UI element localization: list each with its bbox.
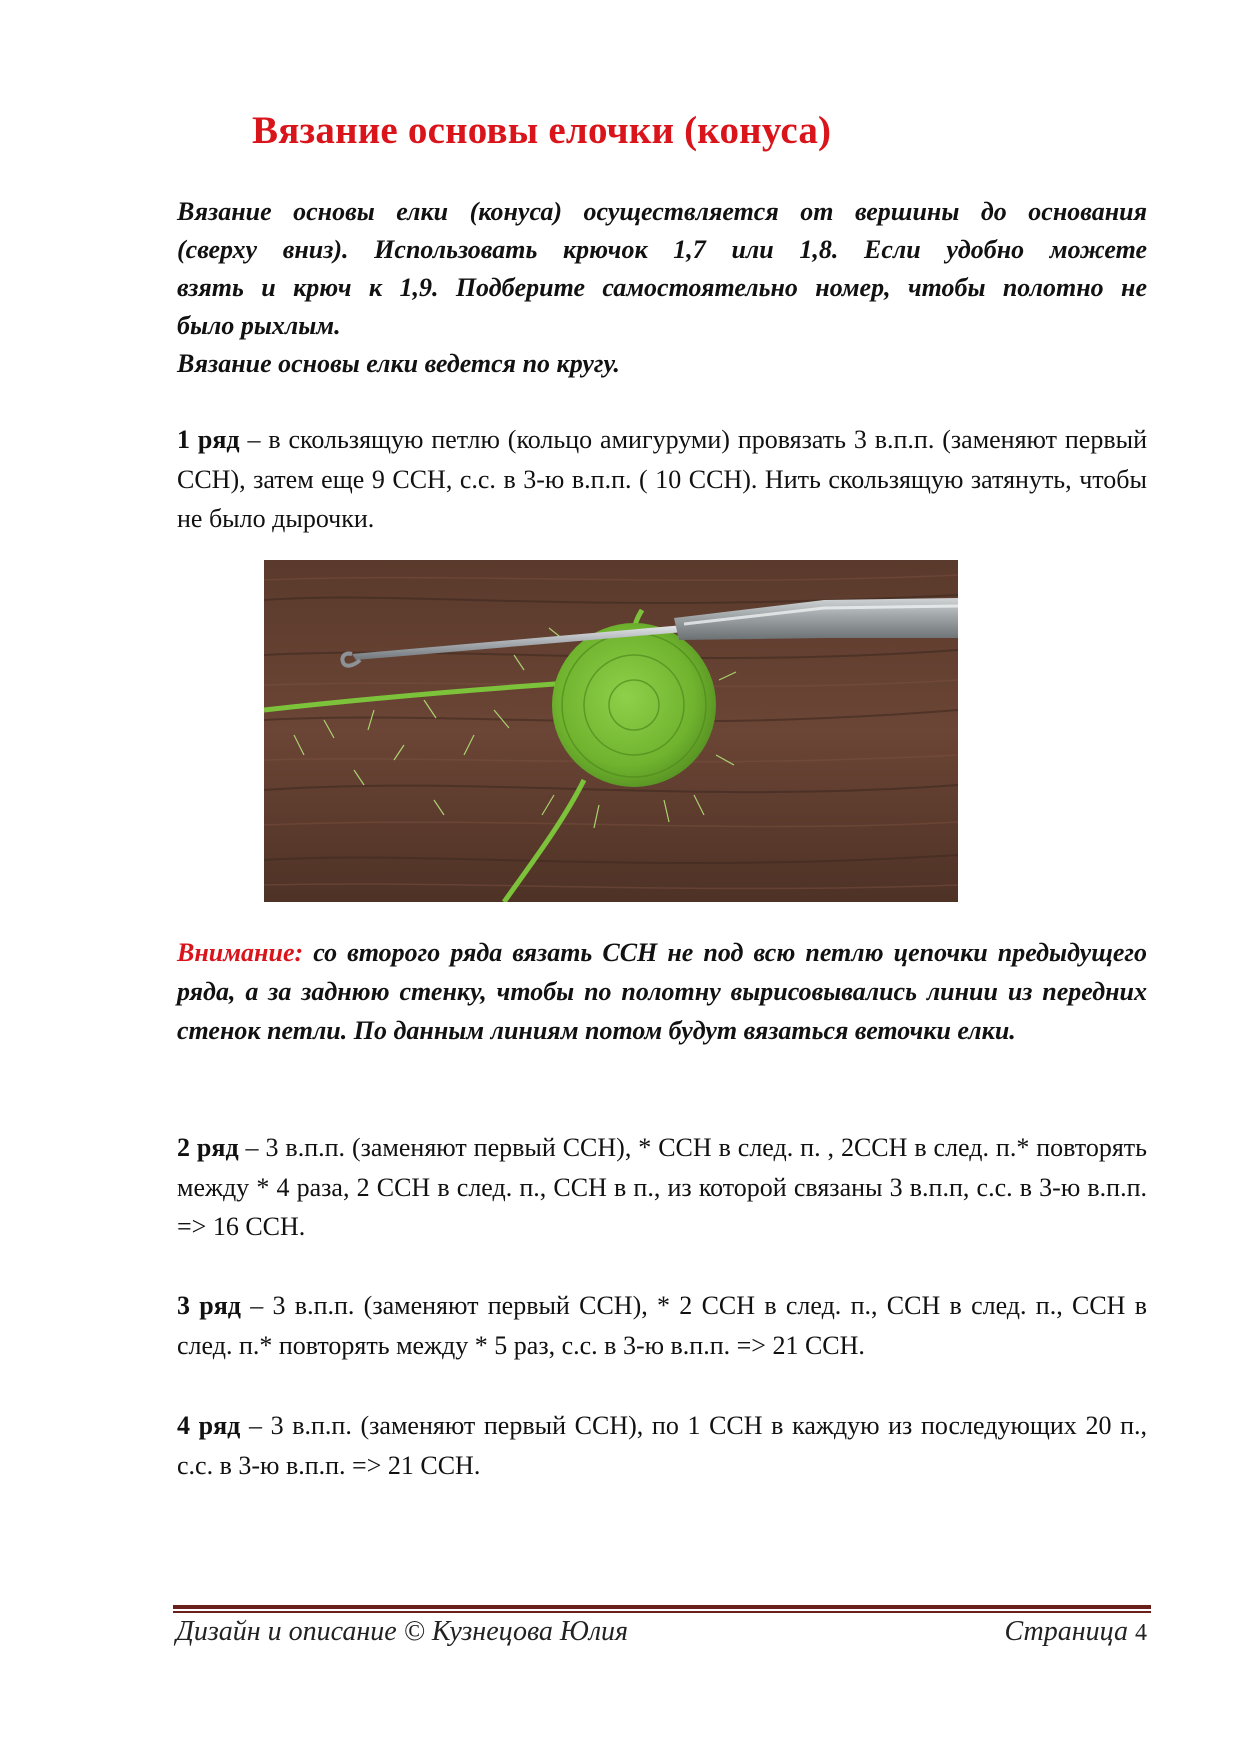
intro-line-circular: Вязание основы елки ведется по кругу.: [177, 349, 620, 378]
crochet-photo: [264, 560, 958, 902]
page-title: Вязание основы елочки (конуса): [252, 109, 832, 152]
intro-line: взять и крюч к 1,9. Подберите самостоятельно номер, чтобы полотно не: [177, 273, 1147, 302]
intro-paragraph: [177, 193, 1147, 383]
row-3-label: 3 ряд: [177, 1291, 241, 1320]
footer-divider-thin: [173, 1611, 1151, 1613]
intro-line: было рыхлым.: [177, 311, 341, 340]
footer-author: Дизайн и описание © Кузнецова Юлия: [176, 1616, 629, 1647]
footer-divider: [173, 1605, 1151, 1609]
row-2-text: – 3 в.п.п. (заменяют первый ССН), * ССН в след. п. , 2ССН в след. п.* повторять между * 4 раза, 2 ССН в след. п., ССН в п., из которой связаны 3 в.п.п, с.с. в 3-ю в.п.п. => 16 ССН.: [177, 1133, 1147, 1241]
footer-page-number: [1004, 1616, 1147, 1648]
row-3-paragraph: [177, 1286, 1147, 1365]
row-3-text: – 3 в.п.п. (заменяют первый ССН), * 2 ССН в след. п., ССН в след. п., ССН в след. п.* повторять между * 5 раз, с.с. в 3-ю в.п.п. => 21 ССН.: [177, 1291, 1147, 1360]
intro-line: (сверху вниз). Использовать крючок 1,7 или 1,8. Если удобно можете: [177, 235, 1147, 264]
intro-line: Вязание основы елки (конуса) осуществляется от вершины до основания: [177, 197, 1147, 226]
row-1-text: – в скользящую петлю (кольцо амигуруми) провязать 3 в.п.п. (заменяют первый ССН), затем еще 9 ССН, с.с. в 3-ю в.п.п. ( 10 ССН). Нить скользящую затянуть, чтобы не было дырочки.: [177, 425, 1147, 533]
row-2-label: 2 ряд: [177, 1133, 239, 1162]
warning-label: Внимание:: [177, 938, 304, 967]
row-1-paragraph: [177, 420, 1147, 539]
row-4-paragraph: [177, 1406, 1147, 1485]
warning-paragraph: [177, 933, 1147, 1050]
page-number: 4: [1135, 1620, 1147, 1646]
warning-text: со второго ряда вязать ССН не под всю петлю цепочки предыдущего ряда, а за заднюю стенку, чтобы по полотну вырисовывались линии из передних стенок петли. По данным линиям потом будут вязаться веточки елки.: [177, 938, 1147, 1045]
row-4-text: – 3 в.п.п. (заменяют первый ССН), по 1 ССН в каждую из последующих 20 п., с.с. в 3-ю в.п.п. => 21 ССН.: [177, 1411, 1147, 1480]
row-2-paragraph: [177, 1128, 1147, 1247]
row-1-label: 1 ряд: [177, 425, 240, 454]
page-label: Страница: [1004, 1616, 1128, 1647]
row-4-label: 4 ряд: [177, 1411, 241, 1440]
